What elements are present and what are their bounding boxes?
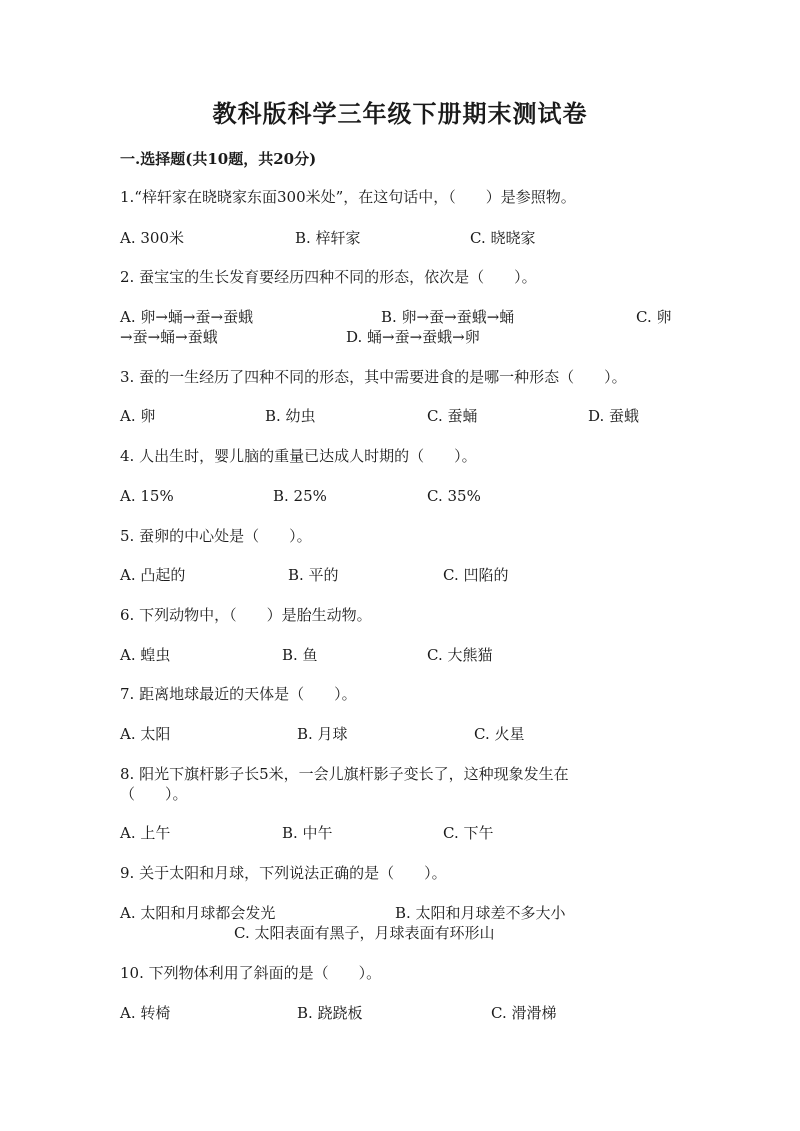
q9-option-a: A. 太阳和月球都会发光 [120,904,276,922]
q2-option-a: A. 卵→蛹→蚕→蚕蛾 [120,308,254,326]
question-7: 7. 距离地球最近的天体是（ ）。 [120,685,357,703]
page-title: 教科版科学三年级下册期末测试卷 [212,99,588,128]
q10-option-a: A. 转椅 [120,1004,171,1022]
q4-option-b: B. 25% [273,487,327,505]
q6-option-c: C. 大熊猫 [427,646,493,664]
question-10: 10. 下列物体利用了斜面的是（ ）。 [120,964,382,982]
q7-option-c: C. 火星 [474,725,525,743]
q2-option-b: B. 卵→蚕→蚕蛾→蛹 [381,308,515,326]
question-1: 1.“梓轩家在晓晓家东面300米处”，在这句话中，（ ）是参照物。 [120,188,576,206]
q8-option-a: A. 上午 [120,824,171,842]
question-3: 3. 蚕的一生经历了四种不同的形态，其中需要进食的是哪一种形态（ ）。 [120,368,627,386]
q7-option-b: B. 月球 [297,725,348,743]
q3-option-b: B. 幼虫 [265,407,316,425]
q10-option-c: C. 滑滑梯 [491,1004,557,1022]
question-2: 2. 蚕宝宝的生长发育要经历四种不同的形态，依次是（ ）。 [120,268,537,286]
q9-option-c: C. 太阳表面有黑子，月球表面有环形山 [234,924,495,942]
question-5: 5. 蚕卵的中心处是（ ）。 [120,527,312,545]
q1-option-b: B. 梓轩家 [295,229,361,247]
q5-option-b: B. 平的 [288,566,339,584]
q2-option-c-continued: →蚕→蛹→蚕蛾 [120,328,218,346]
q1-option-c: C. 晓晓家 [470,229,536,247]
q3-option-c: C. 蚕蛹 [427,407,478,425]
q8-option-b: B. 中午 [282,824,333,842]
q4-option-c: C. 35% [427,487,481,505]
question-8-continued: （ ）。 [120,785,188,803]
q6-option-b: B. 鱼 [282,646,318,664]
q5-option-c: C. 凹陷的 [443,566,509,584]
question-8: 8. 阳光下旗杆影子长5米，一会儿旗杆影子变长了，这种现象发生在 [120,765,569,783]
q10-option-b: B. 跷跷板 [297,1004,363,1022]
q6-option-a: A. 蝗虫 [120,646,171,664]
q4-option-a: A. 15% [120,487,174,505]
question-4: 4. 人出生时，婴儿脑的重量已达成人时期的（ ）。 [120,447,477,465]
q1-option-a: A. 300米 [120,229,184,247]
section-heading: 一.选择题(共10题，共20分) [120,150,317,168]
q3-option-d: D. 蚕蛾 [588,407,640,425]
q5-option-a: A. 凸起的 [120,566,186,584]
q2-option-c: C. 卵 [636,308,672,326]
q9-option-b: B. 太阳和月球差不多大小 [395,904,566,922]
q8-option-c: C. 下午 [443,824,494,842]
question-9: 9. 关于太阳和月球，下列说法正确的是（ ）。 [120,864,447,882]
q2-option-d: D. 蛹→蚕→蚕蛾→卵 [346,328,480,346]
q7-option-a: A. 太阳 [120,725,171,743]
question-6: 6. 下列动物中，（ ）是胎生动物。 [120,606,372,624]
q3-option-a: A. 卵 [120,407,156,425]
